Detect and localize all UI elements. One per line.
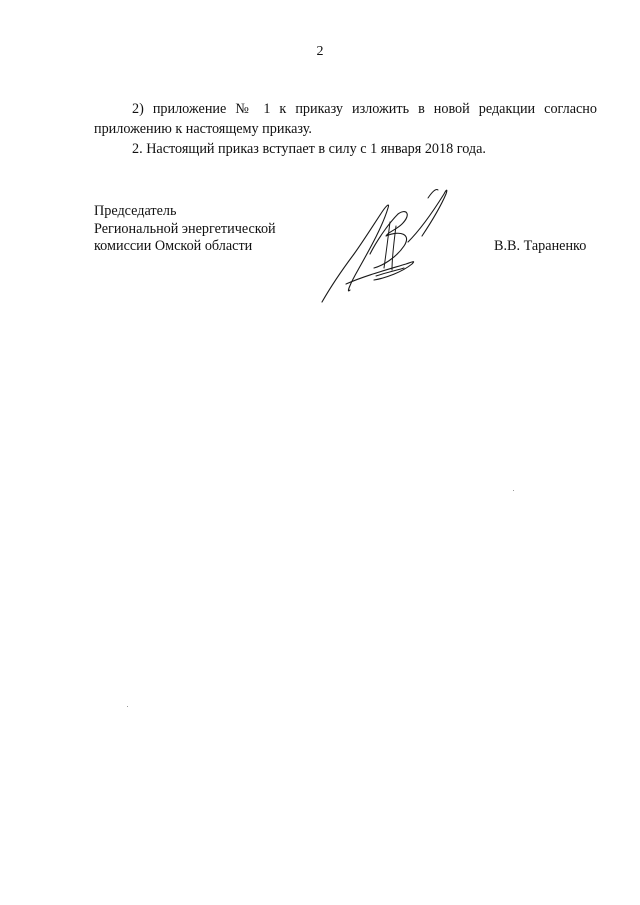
signature-stroke	[428, 189, 438, 198]
signatory-position-line: комиссии Омской области	[94, 238, 253, 254]
handwritten-signature	[316, 184, 456, 310]
signatory-position-line: Председатель	[94, 203, 177, 219]
signature-stroke	[370, 212, 407, 268]
signature-stroke	[392, 226, 396, 270]
paragraph-amendment: 2) приложение № 1 к приказу изложить в новой редакции согласно приложению к настоящему приказу.	[94, 101, 597, 137]
signatory-position	[94, 203, 276, 256]
signatory-position-line: Региональной энергетической	[94, 220, 276, 237]
document-body	[94, 99, 597, 159]
scan-speck	[513, 490, 514, 491]
signatory-name: В.В. Тараненко	[494, 238, 587, 254]
signature-stroke	[322, 205, 389, 302]
page-number: 2	[316, 44, 324, 59]
signature-stroke	[408, 190, 447, 242]
scan-speck	[127, 706, 128, 707]
paragraph-effective-date: 2. Настоящий приказ вступает в силу с 1 января 2018 года.	[132, 141, 486, 157]
